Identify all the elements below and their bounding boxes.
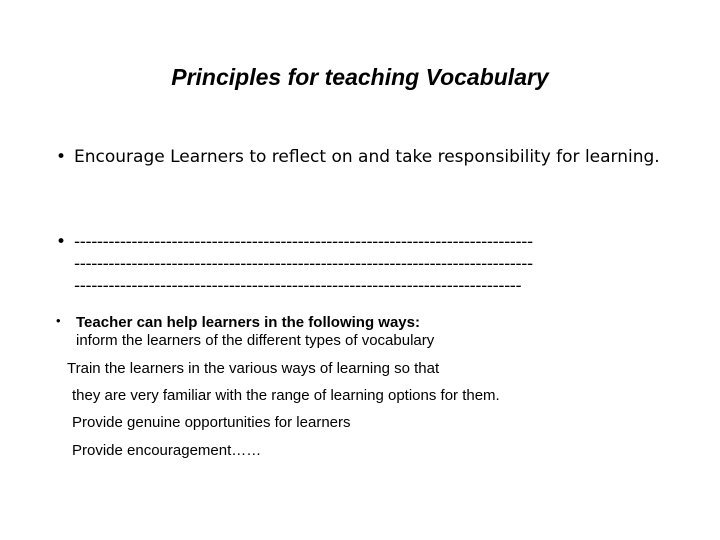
bullet-text: Encourage Learners to reflect on and take responsibility for learning.: [74, 147, 660, 167]
ways-line: Train the learners in the various ways of learning so that: [67, 360, 440, 377]
dash-line: ------------------------------------------------------------------------------: [74, 276, 522, 296]
bullet-icon: •: [56, 232, 67, 252]
bullet-icon: •: [56, 313, 61, 328]
bullet-item-dashes: [56, 231, 676, 297]
ways-line: Provide encouragement……: [72, 442, 262, 459]
dash-line: --------------------------------------------------------------------------------: [74, 232, 533, 252]
bullet-item-reflect: [56, 146, 676, 168]
slide-title: Principles for teaching Vocabulary: [171, 64, 549, 90]
ways-line: they are very familiar with the range of learning options for them.: [72, 387, 500, 404]
bullet-item-teacher-ways: [56, 314, 420, 331]
ways-line: inform the learners of the different types of vocabulary: [76, 332, 435, 349]
ways-line: Provide genuine opportunities for learners: [72, 414, 351, 431]
bullet-icon: •: [56, 147, 67, 167]
dash-line: --------------------------------------------------------------------------------: [74, 254, 533, 274]
dash-placeholder: [74, 231, 676, 297]
ways-heading: Teacher can help learners in the following ways:: [76, 314, 420, 331]
